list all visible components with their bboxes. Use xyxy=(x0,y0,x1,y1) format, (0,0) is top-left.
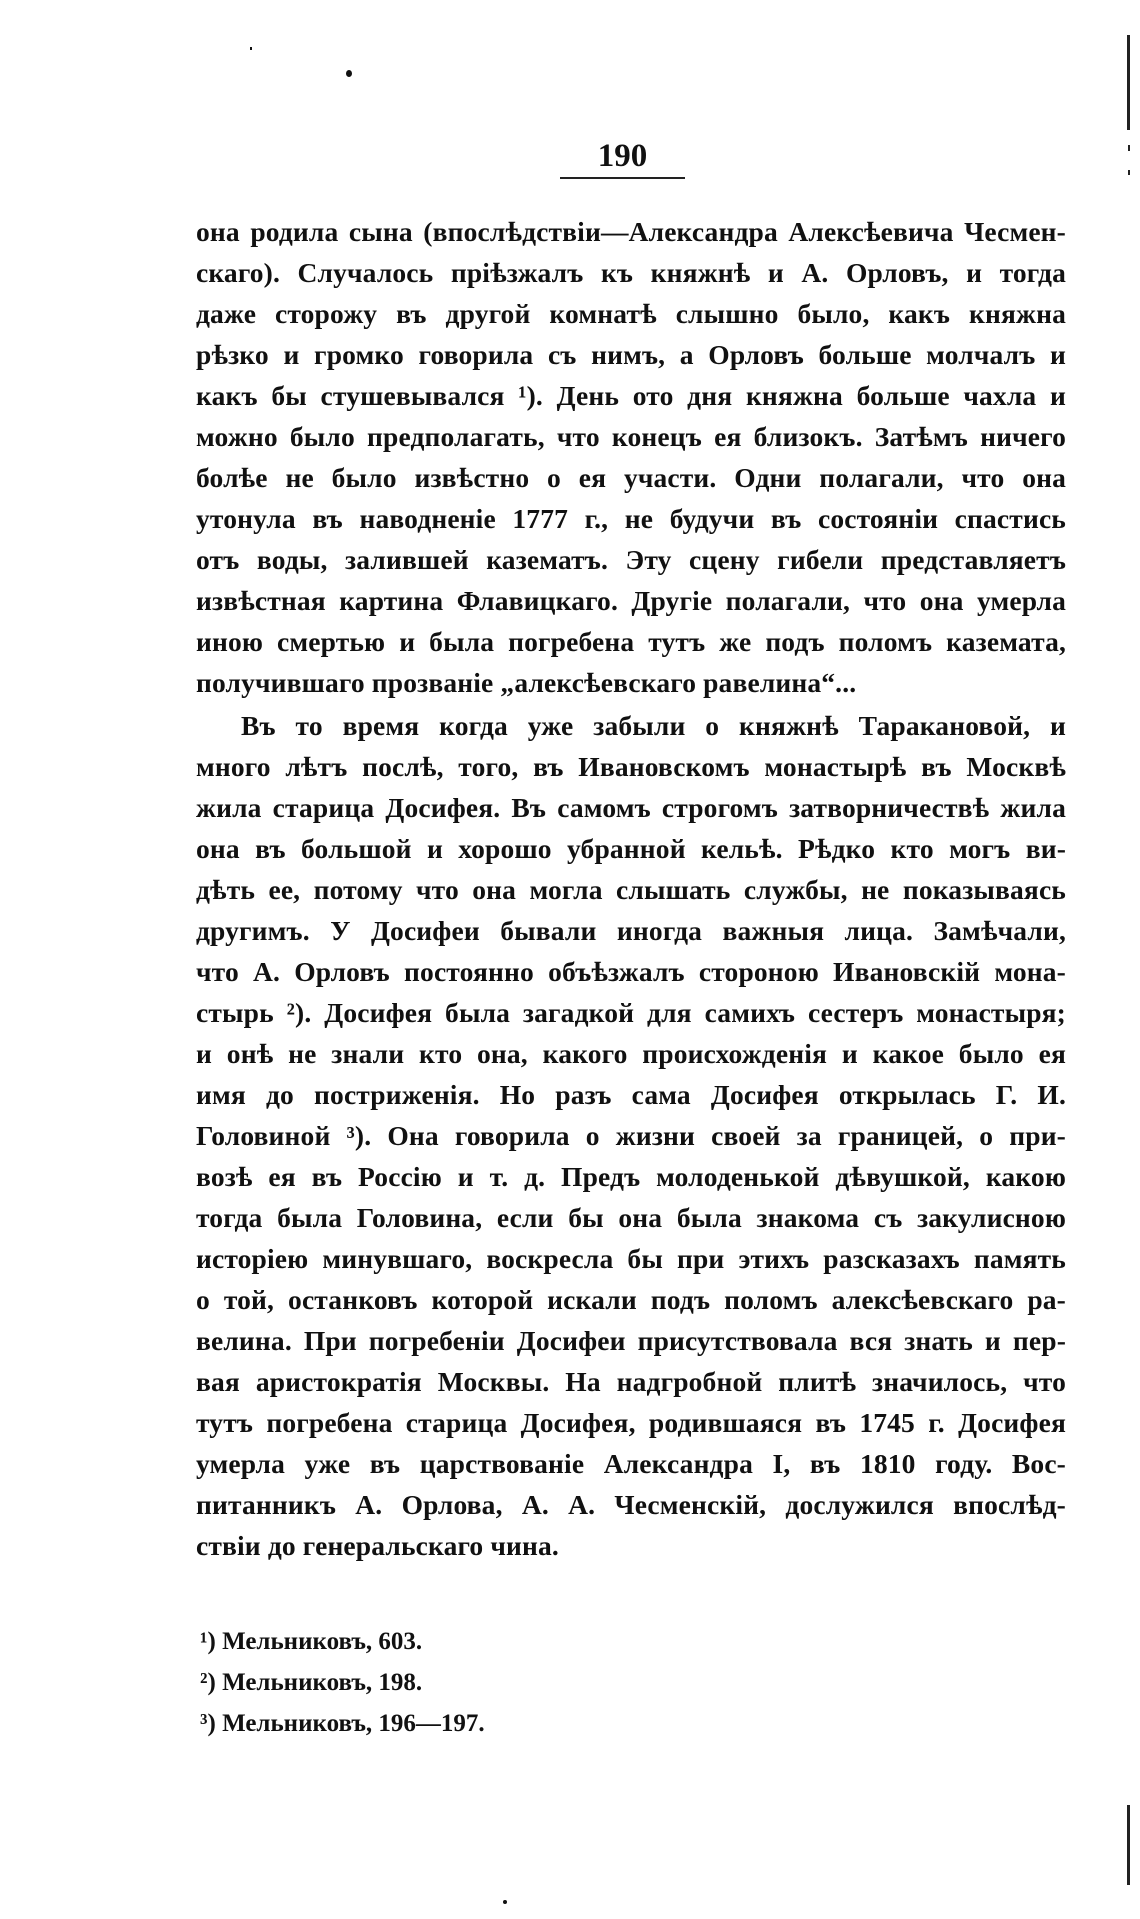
text-line: получившаго прозваніе „алексѣевскаго равелина“... xyxy=(196,667,857,698)
footnote-2: ²) Мельниковъ, 198. xyxy=(200,1669,423,1696)
text-line: что А. Орловъ постоянно объѣзжалъ стороною Ивановскій мона- xyxy=(196,956,1066,987)
text-line: стырь ²). Досифея была загадкой для самихъ сестеръ монастыря; xyxy=(196,997,1066,1028)
text-line: много лѣтъ послѣ, того, въ Ивановскомъ монастырѣ въ Москвѣ xyxy=(196,751,1066,782)
page-number: 190 xyxy=(560,138,685,179)
page-edge-mark xyxy=(1128,170,1130,175)
text-line: извѣстная картина Флавицкаго. Другіе полагали, что она умерла xyxy=(196,585,1066,616)
paragraph-1 xyxy=(196,211,1066,703)
text-line: Головиной ³). Она говорила о жизни своей за границей, о при- xyxy=(196,1120,1066,1151)
text-line: Въ то время когда уже забыли о княжнѣ Таракановой, и xyxy=(241,710,1066,741)
text-line: велина. При погребеніи Досифеи присутствовала вся знать и пер- xyxy=(196,1325,1066,1356)
text-line: жила старица Досифея. Въ самомъ строгомъ затворничествѣ жила xyxy=(196,792,1066,823)
text-line: вая аристократія Москвы. На надгробной плитѣ значилось, что xyxy=(196,1366,1066,1397)
text-line: ствіи до генеральскаго чина. xyxy=(196,1530,559,1561)
text-line: болѣе не было извѣстно о ея участи. Одни полагали, что она xyxy=(196,462,1066,493)
text-line: другимъ. У Досифеи бывали иногда важныя лица. Замѣчали, xyxy=(196,915,1066,946)
text-line: даже сторожу въ другой комнатѣ слышно было, какъ княжна xyxy=(196,298,1066,329)
text-line: скаго). Случалось пріѣзжалъ къ княжнѣ и А. Орловъ, и тогда xyxy=(196,257,1066,288)
footnote-3: ³) Мельниковъ, 196—197. xyxy=(200,1710,485,1737)
text-line: она родила сына (впослѣдствіи—Александра Алексѣевича Чесмен- xyxy=(196,216,1066,247)
footnote-1: ¹) Мельниковъ, 603. xyxy=(200,1628,423,1655)
text-line: отъ воды, залившей казематъ. Эту сцену гибели представляетъ xyxy=(196,544,1066,575)
ink-speck xyxy=(250,47,252,50)
text-line: о той, останковъ которой искали подъ поломъ алексѣевскаго ра- xyxy=(196,1284,1066,1315)
text-line: питанникъ А. Орлова, А. А. Чесменскій, дослужился впослѣд- xyxy=(196,1489,1066,1520)
ink-speck xyxy=(346,70,352,77)
text-line: рѣзко и громко говорила съ нимъ, а Орловъ больше молчалъ и xyxy=(196,339,1066,370)
body-text xyxy=(196,211,1066,1566)
footnotes xyxy=(200,1621,700,1744)
text-line: дѣть ее, потому что она могла слышать службы, не показываясь xyxy=(196,874,1066,905)
text-line: можно было предполагать, что конецъ ея близокъ. Затѣмъ ничего xyxy=(196,421,1066,452)
text-line: и онѣ не знали кто она, какого происхожденія и какое было ея xyxy=(196,1038,1066,1069)
page-edge-mark xyxy=(1127,35,1130,130)
text-line: иною смертью и была погребена тутъ же подъ поломъ каземата, xyxy=(196,626,1066,657)
text-line: какъ бы стушевывался ¹). День ото дня княжна больше чахла и xyxy=(196,380,1066,411)
paragraph-2 xyxy=(196,705,1066,1566)
text-line: тутъ погребена старица Досифея, родившаяся въ 1745 г. Досифея xyxy=(196,1407,1066,1438)
ink-speck xyxy=(503,1900,507,1904)
page-edge-mark xyxy=(1127,1805,1130,1885)
text-line: возѣ ея въ Россію и т. д. Предъ молоденькой дѣвушкой, какою xyxy=(196,1161,1066,1192)
text-line: она въ большой и хорошо убранной кельѣ. Рѣдко кто могъ ви- xyxy=(196,833,1066,864)
text-line: имя до постриженія. Но разъ сама Досифея открылась Г. И. xyxy=(196,1079,1066,1110)
text-line: утонула въ наводненіе 1777 г., не будучи въ состояніи спастись xyxy=(196,503,1066,534)
text-line: умерла уже въ царствованіе Александра I, въ 1810 году. Вос- xyxy=(196,1448,1066,1479)
text-line: тогда была Головина, если бы она была знакома съ закулисною xyxy=(196,1202,1066,1233)
page-edge-mark xyxy=(1128,145,1130,151)
text-line: исторіею минувшаго, воскресла бы при этихъ разсказахъ память xyxy=(196,1243,1066,1274)
